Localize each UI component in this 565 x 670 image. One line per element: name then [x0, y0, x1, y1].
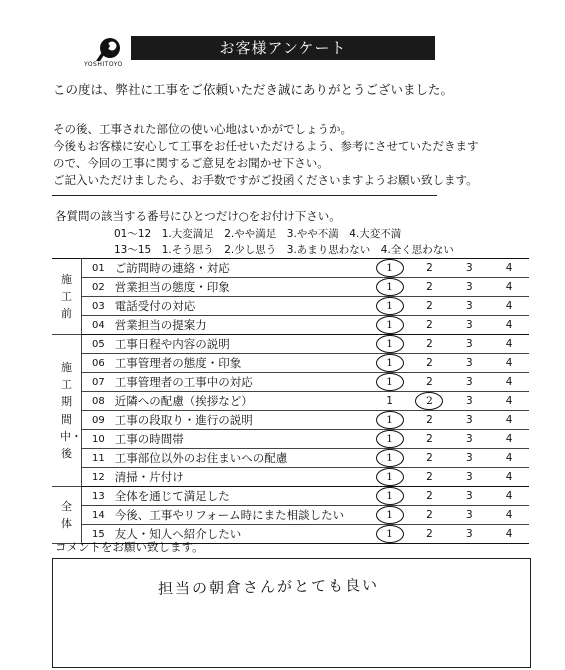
- answer-option-2[interactable]: [409, 354, 449, 373]
- answer-option-3[interactable]: [449, 335, 489, 354]
- page-title: お客様アンケート: [131, 36, 435, 60]
- answer-option-3[interactable]: [449, 373, 489, 392]
- instruction-text: 各質問の該当する番号にひとつだけ○をお付け下さい。: [55, 209, 341, 223]
- survey-row: [52, 411, 529, 430]
- answer-option-2[interactable]: [409, 525, 449, 544]
- question-text: 工事の段取り・進行の説明: [115, 411, 370, 430]
- option-label: 3: [465, 262, 473, 274]
- survey-table: [52, 258, 529, 544]
- selected-answer-circle: 1: [376, 525, 404, 543]
- option-label: 4: [505, 414, 513, 426]
- answer-option-2[interactable]: [409, 392, 449, 411]
- question-number: 12: [81, 468, 114, 487]
- answer-option-2[interactable]: [409, 468, 449, 487]
- category-overall: [52, 487, 81, 544]
- question-number: 08: [81, 392, 114, 411]
- answer-option-4[interactable]: [489, 392, 529, 411]
- option-label: 2: [426, 414, 433, 426]
- answer-option-2[interactable]: [409, 278, 449, 297]
- question-number: 14: [81, 506, 114, 525]
- logo-text: YOSHITOYO: [84, 61, 123, 68]
- answer-option-4[interactable]: [489, 354, 529, 373]
- selected-answer-circle: 1: [376, 335, 404, 353]
- selected-answer-circle: 1: [376, 468, 404, 486]
- selected-answer-circle: 1: [376, 259, 404, 277]
- category-label: 施工前: [60, 272, 72, 321]
- option-label: 2: [426, 338, 433, 350]
- option-label: 2: [426, 376, 433, 388]
- option-label: 3: [465, 357, 473, 369]
- question-text: 工事の時間帯: [115, 430, 370, 449]
- option-label: 2: [426, 452, 433, 464]
- question-number: 11: [81, 449, 114, 468]
- question-text: 営業担当の態度・印象: [115, 278, 370, 297]
- option-label: 4: [505, 395, 513, 407]
- survey-row: [52, 468, 529, 487]
- survey-row: [52, 392, 529, 411]
- option-label: 4: [505, 262, 513, 274]
- option-label: 3: [465, 528, 473, 540]
- answer-option-2[interactable]: [409, 316, 449, 335]
- answer-option-4[interactable]: [489, 316, 529, 335]
- survey-row: [52, 506, 529, 525]
- answer-option-4[interactable]: [489, 430, 529, 449]
- answer-option-1[interactable]: [370, 468, 410, 487]
- option-label: 3: [465, 319, 473, 331]
- selected-answer-circle: 1: [376, 487, 404, 505]
- option-label: 4: [505, 281, 513, 293]
- answer-option-1[interactable]: [370, 411, 410, 430]
- answer-option-1[interactable]: [370, 259, 410, 278]
- option-label: 2: [426, 528, 433, 540]
- answer-option-3[interactable]: [449, 297, 489, 316]
- question-text: 今後、工事やリフォーム時にまた相談したい: [115, 506, 370, 525]
- answer-option-4[interactable]: [489, 259, 529, 278]
- answer-option-1[interactable]: [370, 487, 410, 506]
- option-label: 3: [465, 414, 473, 426]
- question-text: 電話受付の対応: [115, 297, 370, 316]
- legend-line: 13～15 1.そう思う 2.少し思う 3.あまり思わない 4.全く思わない: [114, 244, 454, 256]
- option-label: 3: [465, 281, 473, 293]
- answer-option-4[interactable]: [489, 449, 529, 468]
- option-label: 4: [505, 338, 513, 350]
- question-text: 工事日程や内容の説明: [115, 335, 370, 354]
- option-label: 4: [505, 471, 513, 483]
- answer-option-2[interactable]: [409, 430, 449, 449]
- answer-option-4[interactable]: [489, 468, 529, 487]
- answer-option-2[interactable]: [409, 449, 449, 468]
- question-text: 友人・知人へ紹介したい: [115, 525, 370, 544]
- answer-option-1[interactable]: [370, 278, 410, 297]
- selected-answer-circle: 1: [376, 506, 404, 524]
- question-text: 工事管理者の工事中の対応: [115, 373, 370, 392]
- question-text: 全体を通じて満足した: [115, 487, 370, 506]
- question-number: 10: [81, 430, 114, 449]
- selected-answer-circle: 1: [376, 316, 404, 334]
- answer-option-3[interactable]: [449, 278, 489, 297]
- survey-row: [52, 259, 529, 278]
- answer-option-3[interactable]: [449, 468, 489, 487]
- answer-option-2[interactable]: [409, 373, 449, 392]
- answer-option-3[interactable]: [449, 449, 489, 468]
- category-label: 施工期間中・後: [59, 361, 82, 460]
- option-label: 2: [426, 281, 433, 293]
- answer-option-3[interactable]: [449, 392, 489, 411]
- option-label: 4: [505, 319, 513, 331]
- option-label: 4: [505, 433, 513, 445]
- comment-box[interactable]: [52, 558, 531, 668]
- survey-row: [52, 430, 529, 449]
- survey-row: [52, 297, 529, 316]
- option-label: 1: [386, 395, 393, 407]
- answer-option-3[interactable]: [449, 430, 489, 449]
- answer-option-2[interactable]: [409, 335, 449, 354]
- intro-line: ご記入いただけましたら、お手数ですがご投函くださいますようお願い致します。: [53, 173, 478, 187]
- option-label: 4: [505, 490, 513, 502]
- answer-option-4[interactable]: [489, 487, 529, 506]
- answer-option-1[interactable]: [370, 316, 410, 335]
- option-label: 2: [426, 357, 433, 369]
- answer-option-4[interactable]: [489, 373, 529, 392]
- intro-line: その後、工事された部位の使い心地はいかがでしょうか。: [53, 122, 352, 136]
- option-label: 4: [505, 452, 513, 464]
- category-label: 全体: [60, 499, 72, 530]
- question-text: 工事管理者の態度・印象: [115, 354, 370, 373]
- answer-option-2[interactable]: [409, 506, 449, 525]
- answer-option-3[interactable]: [449, 525, 489, 544]
- answer-option-3[interactable]: [449, 259, 489, 278]
- option-label: 4: [505, 509, 513, 521]
- selected-answer-circle: 1: [376, 278, 404, 296]
- category-before: [52, 259, 81, 335]
- survey-row: [52, 316, 529, 335]
- selected-answer-circle: 1: [376, 373, 404, 391]
- answer-option-4[interactable]: [489, 525, 529, 544]
- option-label: 3: [465, 509, 473, 521]
- question-number: 09: [81, 411, 114, 430]
- question-number: 04: [81, 316, 114, 335]
- option-label: 3: [465, 471, 473, 483]
- option-label: 2: [426, 471, 433, 483]
- answer-option-1[interactable]: [370, 506, 410, 525]
- question-text: ご訪問時の連絡・対応: [115, 259, 370, 278]
- answer-option-2[interactable]: [409, 259, 449, 278]
- option-label: 3: [465, 300, 473, 312]
- question-number: 05: [81, 335, 114, 354]
- answer-option-1[interactable]: [370, 373, 410, 392]
- survey-row: [52, 278, 529, 297]
- divider: [52, 195, 437, 196]
- option-label: 4: [505, 300, 513, 312]
- answer-option-2[interactable]: [409, 487, 449, 506]
- survey-row: [52, 449, 529, 468]
- answer-option-2[interactable]: [409, 297, 449, 316]
- answer-option-4[interactable]: [489, 506, 529, 525]
- selected-answer-circle: 1: [376, 430, 404, 448]
- answer-option-3[interactable]: [449, 506, 489, 525]
- question-text: 近隣への配慮（挨拶など）: [115, 392, 370, 411]
- option-label: 4: [505, 357, 513, 369]
- selected-answer-circle: 1: [376, 411, 404, 429]
- comment-label: コメントをお願い致します。: [55, 540, 204, 554]
- option-label: 3: [465, 433, 473, 445]
- survey-row: [52, 354, 529, 373]
- answer-option-3[interactable]: [449, 316, 489, 335]
- question-number: 03: [81, 297, 114, 316]
- selected-answer-circle: 1: [376, 297, 404, 315]
- option-label: 3: [465, 490, 473, 502]
- option-label: 3: [465, 338, 473, 350]
- question-number: 06: [81, 354, 114, 373]
- question-number: 13: [81, 487, 114, 506]
- answer-option-4[interactable]: [489, 335, 529, 354]
- question-text: 工事部位以外のお住まいへの配慮: [115, 449, 370, 468]
- answer-option-2[interactable]: [409, 411, 449, 430]
- survey-row: [52, 487, 529, 506]
- answer-option-3[interactable]: [449, 487, 489, 506]
- category-during: [52, 335, 81, 487]
- selected-answer-circle: 1: [376, 354, 404, 372]
- option-label: 2: [426, 300, 433, 312]
- option-label: 2: [426, 433, 433, 445]
- answer-option-1[interactable]: [370, 297, 410, 316]
- answer-option-1[interactable]: [370, 525, 410, 544]
- question-text: 営業担当の提案力: [115, 316, 370, 335]
- option-label: 2: [426, 509, 433, 521]
- thanks-message: この度は、弊社に工事をご依頼いただき誠にありがとうございました。: [53, 82, 454, 97]
- answer-option-4[interactable]: [489, 297, 529, 316]
- question-number: 02: [81, 278, 114, 297]
- option-label: 3: [465, 376, 473, 388]
- answer-option-1[interactable]: [370, 335, 410, 354]
- selected-answer-circle: 1: [376, 449, 404, 467]
- option-label: 2: [426, 490, 433, 502]
- survey-row: [52, 373, 529, 392]
- legend-line: 01～12 1.大変満足 2.やや満足 3.やや不満 4.大変不満: [114, 228, 402, 240]
- answer-option-4[interactable]: [489, 278, 529, 297]
- option-label: 2: [426, 262, 433, 274]
- answer-option-4[interactable]: [489, 411, 529, 430]
- question-text: 清掃・片付け: [115, 468, 370, 487]
- option-label: 3: [465, 395, 473, 407]
- question-number: 15: [81, 525, 114, 544]
- question-number: 01: [81, 259, 114, 278]
- selected-answer-circle: 2: [415, 392, 443, 410]
- option-label: 3: [465, 452, 473, 464]
- option-label: 4: [505, 376, 513, 388]
- question-number: 07: [81, 373, 114, 392]
- intro-line: ので、今回の工事に関するご意見をお聞かせ下さい。: [53, 156, 329, 170]
- intro-line: 今後もお客様に安心して工事をお任せいただけるよう、参考にさせていただきます: [53, 139, 479, 153]
- option-label: 4: [505, 528, 513, 540]
- answer-option-3[interactable]: [449, 354, 489, 373]
- answer-option-1[interactable]: [370, 392, 410, 411]
- answer-option-1[interactable]: [370, 354, 410, 373]
- option-label: 2: [426, 319, 433, 331]
- answer-option-3[interactable]: [449, 411, 489, 430]
- answer-option-1[interactable]: [370, 430, 410, 449]
- answer-option-1[interactable]: [370, 449, 410, 468]
- survey-row: [52, 335, 529, 354]
- comment-handwriting: 担当の朝倉さんがとても良い: [157, 576, 380, 598]
